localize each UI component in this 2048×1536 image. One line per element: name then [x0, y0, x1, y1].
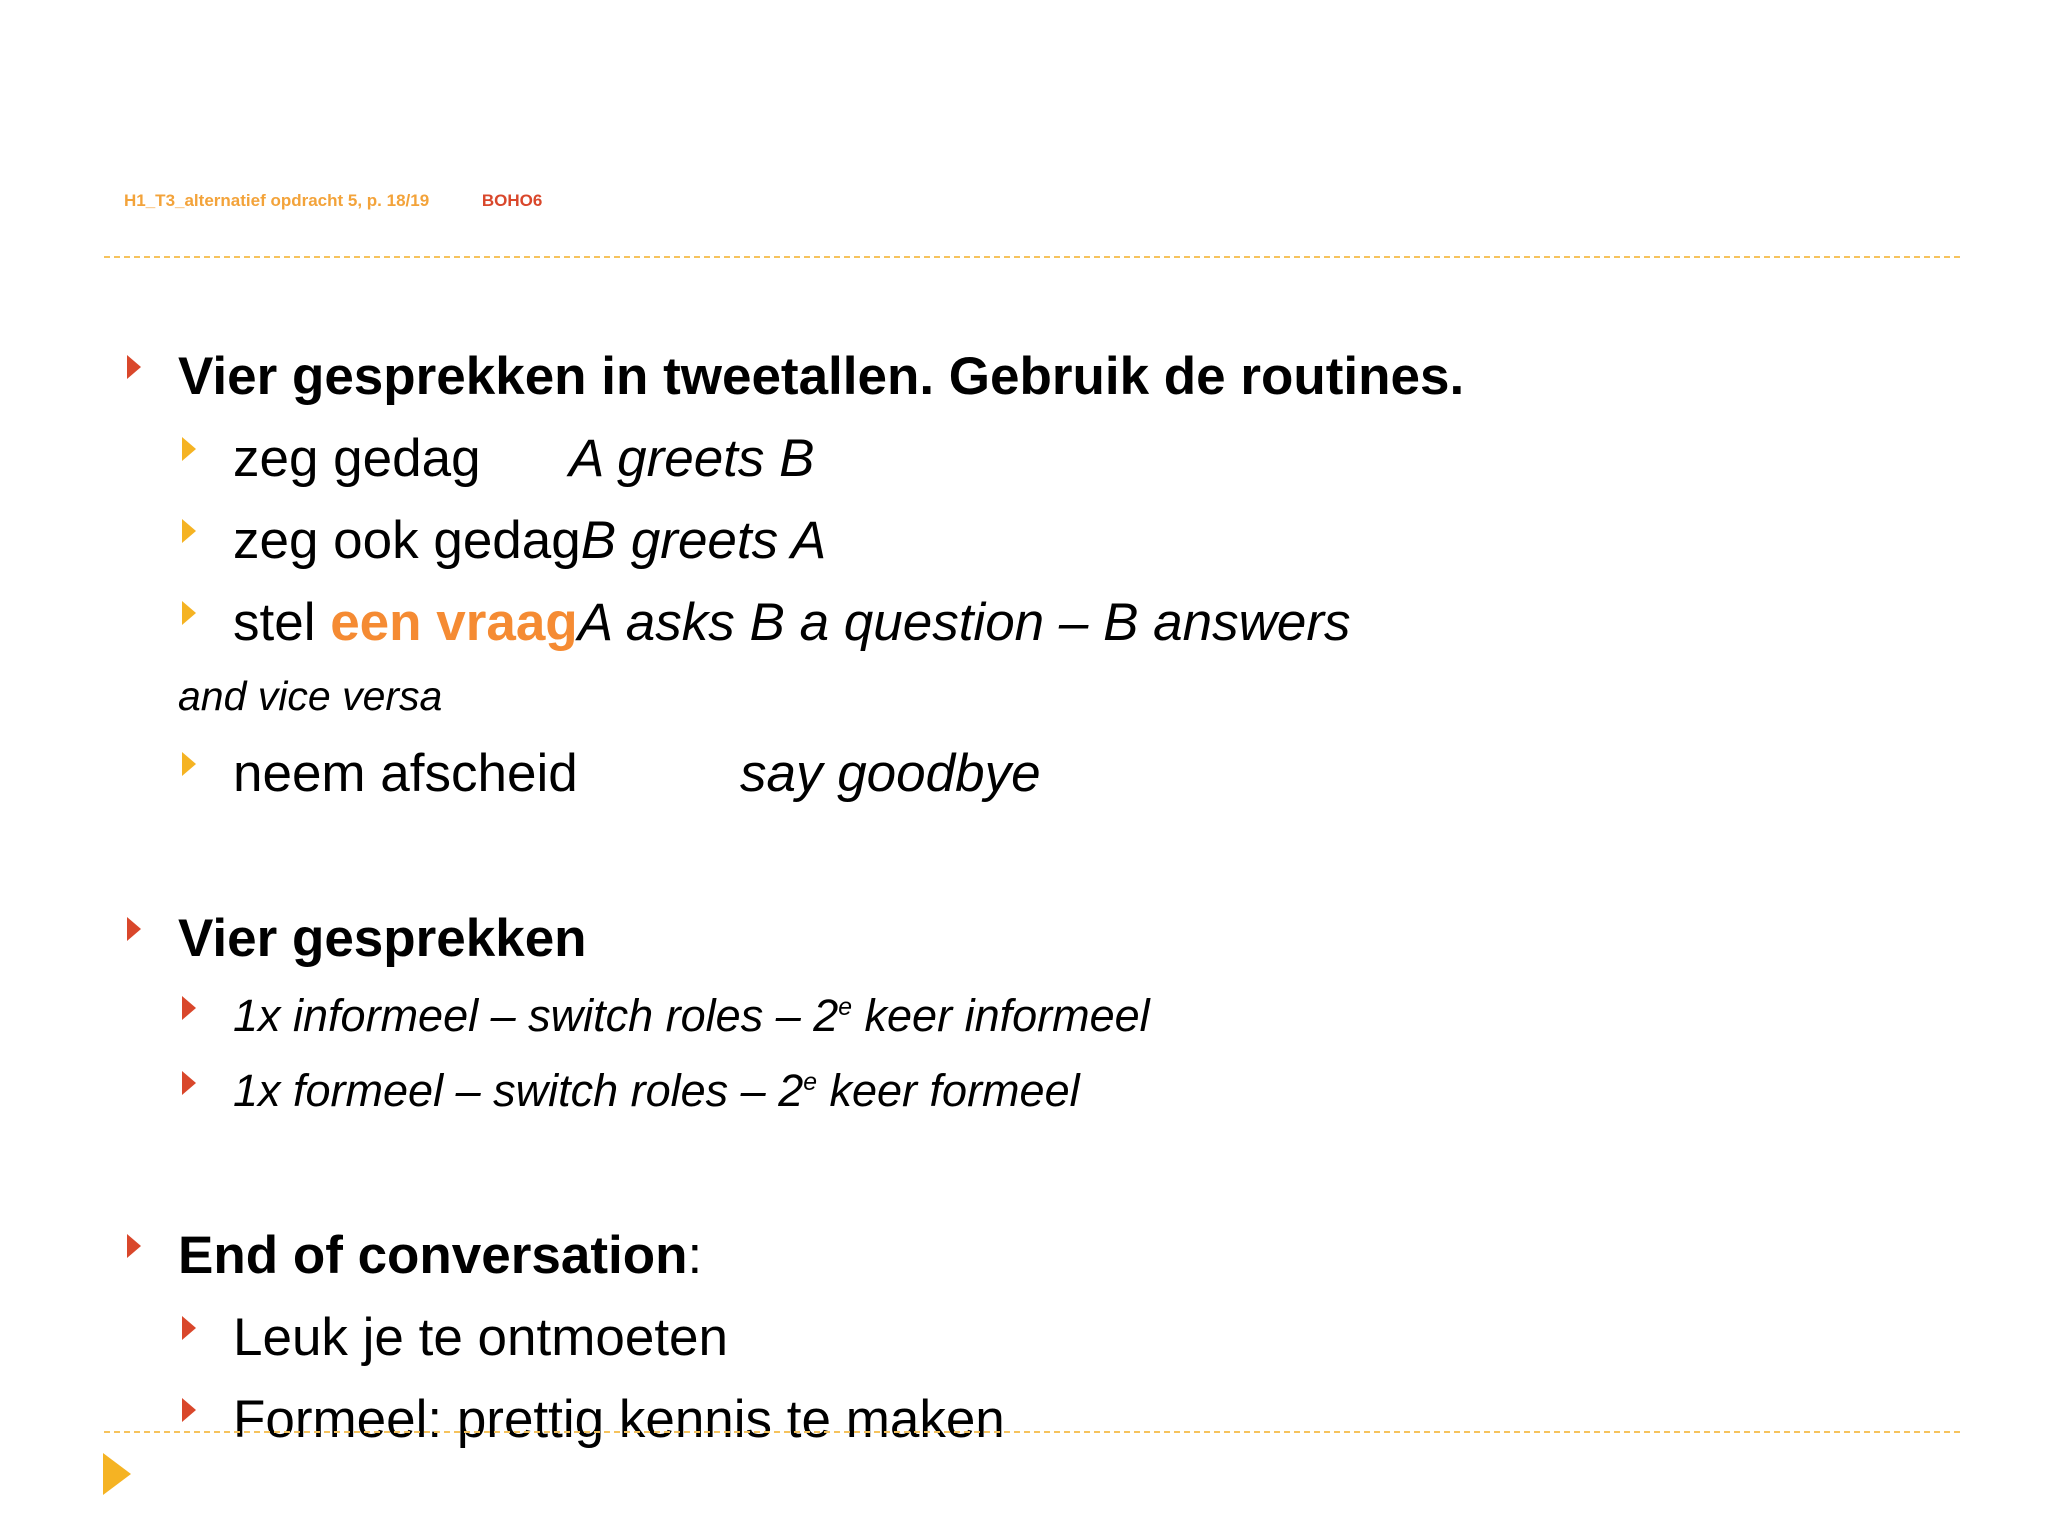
section2-heading: Vier gesprekken [178, 909, 587, 968]
bullet-arrow-icon [182, 1071, 196, 1095]
list-item: 1x formeel – switch roles – 2e keer formeel [233, 1065, 1080, 1116]
bullet-arrow-icon [182, 519, 196, 543]
bullet-arrow-icon [182, 752, 196, 776]
list-item: neem afscheid [233, 744, 578, 803]
bullet-arrow-icon [182, 996, 196, 1020]
list-item: zeg ook gedagB greets A [233, 511, 827, 570]
course-code: BOHO6 [481, 191, 543, 210]
list-item: 1x informeel – switch roles – 2e keer informeel [233, 990, 1150, 1041]
bullet-arrow-icon [182, 601, 196, 625]
list-item-translation: A greets B [569, 429, 815, 488]
bullet-arrow-icon [182, 1316, 196, 1340]
bullet-arrow-icon [127, 917, 141, 941]
section3-heading: End of conversation: [178, 1226, 703, 1285]
list-item: Leuk je te ontmoeten [233, 1308, 729, 1367]
bullet-arrow-icon [182, 437, 196, 461]
play-arrow-icon [103, 1453, 131, 1495]
list-item: stel een vraagA asks B a question – B answers [233, 593, 1351, 652]
list-item: Formeel: prettig kennis te maken [233, 1390, 1005, 1449]
reference-label: H1_T3_alternatief opdracht 5, p. 18/19 [124, 191, 430, 210]
list-item: zeg gedag [233, 429, 481, 488]
bullet-arrow-icon [127, 355, 141, 379]
bullet-arrow-icon [182, 1398, 196, 1422]
section1-heading: Vier gesprekken in tweetallen. Gebruik de routines. [178, 347, 1465, 406]
note-text: and vice versa [178, 673, 443, 719]
bottom-divider [104, 1431, 1960, 1433]
bullet-arrow-icon [127, 1234, 141, 1258]
list-item-translation: A asks B a question – B answers [577, 593, 1351, 652]
highlighted-term: een vraag [330, 593, 578, 652]
list-item-translation: say goodbye [740, 744, 1041, 803]
list-item-translation: B greets A [580, 511, 827, 570]
